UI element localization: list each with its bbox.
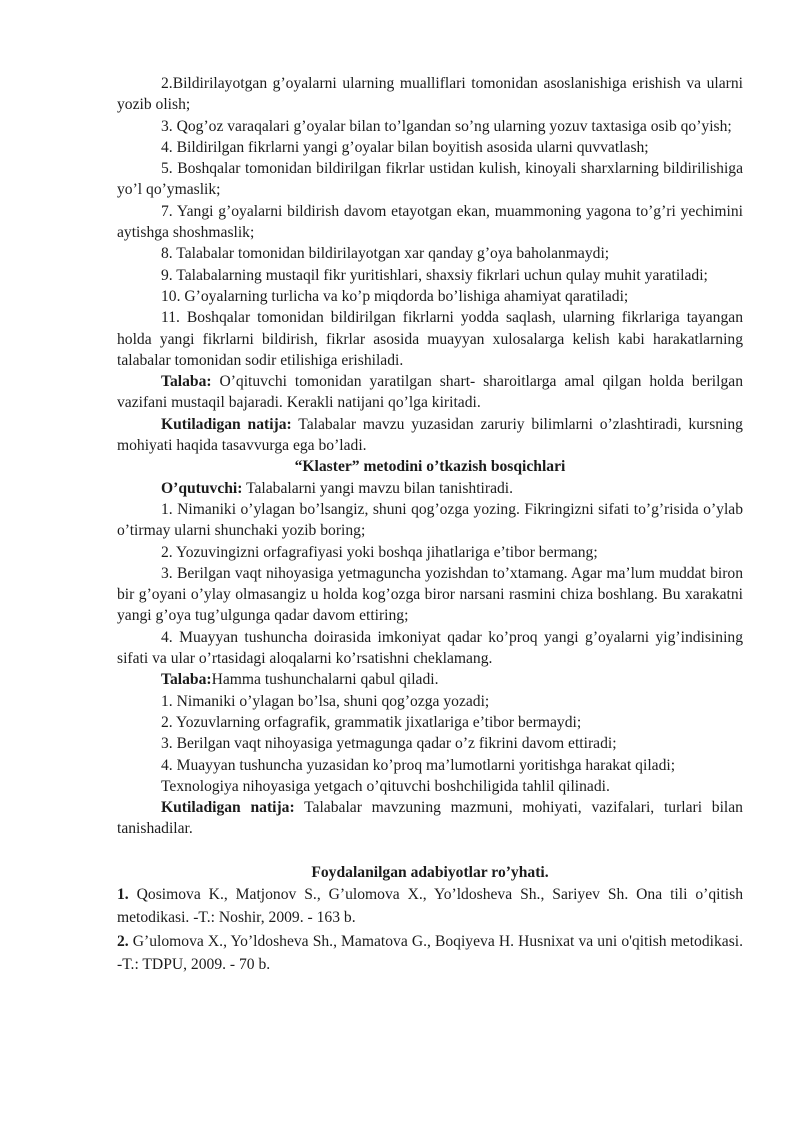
talaba-label: Talaba:: [161, 671, 212, 689]
list-item: 10. G’oyalarning turlicha va ko’p miqdorda bo’lishiga ahamiyat qaratiladi;: [161, 287, 629, 305]
document-page: [117, 73, 743, 977]
reference-text: G’ulomova X., Yo’ldosheva Sh., Mamatova G., Boqiyeva H. Husnixat va uni o'qitish metodikasi. -T.: TDPU, 2009. - 70 b.: [117, 932, 743, 974]
conclusion-paragraph: Texnologiya nihoyasiga yetgach o’qituvchi boshchiligida tahlil qilinadi.: [161, 777, 610, 795]
list-item: 1. Nimaniki o’ylagan bo’lsa, shuni qog’ozga yozadi;: [161, 692, 490, 710]
list-item: 4. Muayyan tushuncha yuzasidan ko’proq ma’lumotlarni yoritishga harakat qiladi;: [161, 756, 676, 774]
list-item: 2.Bildirilayotgan g’oyalarni ularning mualliflari tomonidan asoslanishiga erishish va ularni yozib olish;: [117, 75, 743, 114]
list-item: 3. Berilgan vaqt nihoyasiga yetmaguncha yozishdan to’xtamang. Agar ma’lum muddat biron bir g’oyani o’ylay olmasangiz u holda kog’ozga biror narsani rasmini chiza boshlang. Bu xarakatni yangi g’oya tug’ulgunga qadar davom ettiring;: [117, 564, 743, 625]
references-title: Foydalanilgan adabiyotlar ro’yhati.: [311, 863, 549, 881]
teacher-text: Talabalarni yangi mavzu bilan tanishtiradi.: [242, 479, 514, 497]
section-title: “Klaster” metodini o’tkazish bosqichlari: [294, 458, 566, 476]
talaba-text: O’qituvchi tomonidan yaratilgan shart- sharoitlarga amal qilgan holda berilgan vazifani mustaqil bajaradi. Kerakli natijani qo’lga kiritadi.: [117, 373, 743, 412]
reference-item: [117, 883, 743, 930]
expected-result-text: Talabalar mavzu yuzasidan zaruriy bilimlarni o’zlashtiradi, kursning mohiyati haqida tasavvurga ega bo’ladi.: [117, 415, 743, 455]
reference-number: 2.: [117, 932, 129, 950]
reference-number: 1.: [117, 885, 129, 903]
expected-result-paragraph: [117, 414, 743, 457]
list-item: 7. Yangi g’oyalarni bildirish davom etayotgan ekan, muammoning yagona to’g’ri yechimini aytishga shoshmaslik;: [117, 202, 743, 242]
list-item: 1. Nimaniki o’ylagan bo’lsangiz, shuni qog’ozga yozing. Fikringizni sifati to’g’risida o’ylab o’tirmay ularni shunchaki yozib boring;: [117, 500, 743, 540]
list-item: 4. Bildirilgan fikrlarni yangi g’oyalar bilan boyitish asosida ularni quvvatlash;: [161, 138, 649, 156]
list-item: 3. Qog’oz varaqalari g’oyalar bilan to’lgandan so’ng ularning yozuv taxtasiga osib qo’yish;: [161, 117, 732, 135]
spacer: [117, 840, 743, 862]
list-item: 2. Yozuvingizni orfagrafiyasi yoki boshqa jihatlariga e’tibor bermang;: [161, 543, 598, 561]
talaba-label: Talaba:: [161, 373, 212, 391]
teacher-label: O’qutuvchi:: [161, 479, 243, 497]
list-item: 11. Boshqalar tomonidan bildirilgan fikrlarni yodda saqlash, ularning fikrlariga tayangan holda yangi fikrlarni bildirish, fikrlar asosida muayyan xulosalarga kelish kabi harakatlarning talabalar tomonidan sodir etilishiga erishiladi.: [117, 309, 743, 369]
expected-result-text: Talabalar mavzuning mazmuni, mohiyati, vazifalari, turlari bilan tanishadilar.: [117, 799, 743, 838]
expected-result-paragraph: [117, 797, 743, 840]
list-item: 9. Talabalarning mustaqil fikr yuritishlari, shaxsiy fikrlari uchun qulay muhit yaratiladi;: [161, 266, 708, 284]
list-item: 3. Berilgan vaqt nihoyasiga yetmagunga qadar o’z fikrini davom ettiradi;: [161, 735, 617, 753]
talaba-paragraph: [117, 669, 743, 690]
list-item: 8. Talabalar tomonidan bildirilayotgan xar qanday g’oya baholanmaydi;: [161, 245, 610, 263]
teacher-paragraph: [117, 478, 743, 499]
reference-text: Qosimova K., Matjonov S., G’ulomova X., Yo’ldosheva Sh., Sariyev Sh. Ona tili o’qitish metodikasi. -T.: Noshir, 2009. - 163 b.: [117, 885, 743, 927]
expected-result-label: Kutiladigan natija:: [161, 415, 292, 433]
list-item: 5. Boshqalar tomonidan bildirilgan fikrlar ustidan kulish, kinoyali sharxlarning bildirilishiga yo’l qo’ymaslik;: [117, 160, 743, 199]
talaba-text: Hamma tushunchalarni qabul qiladi.: [211, 671, 439, 689]
list-item: 2. Yozuvlarning orfagrafik, grammatik jixatlariga e’tibor bermaydi;: [161, 713, 582, 731]
list-item: 4. Muayyan tushuncha doirasida imkoniyat qadar ko’proq yangi g’oyalarni yig’indisining sifati va ular o’rtasidagi aloqalarni ko’rsatishni cheklamang.: [117, 628, 743, 668]
reference-item: [117, 930, 743, 977]
expected-result-label: Kutiladigan natija:: [161, 799, 295, 817]
talaba-paragraph: [117, 371, 743, 414]
